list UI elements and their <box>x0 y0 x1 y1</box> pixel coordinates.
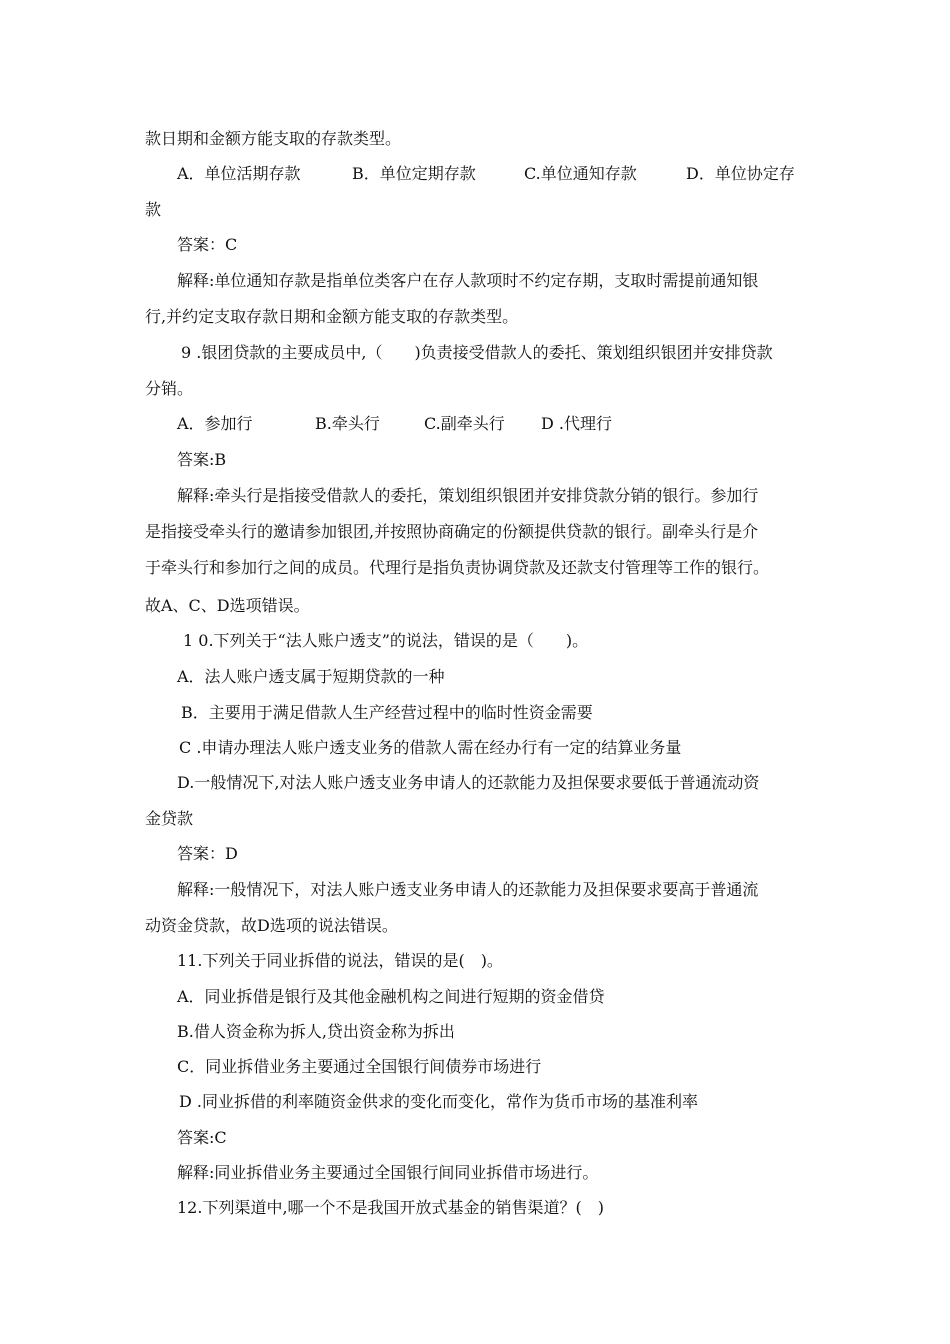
q8-explain-line: 解释:单位通知存款是指单位类客户在存人款项时不约定存期，支取时需提前通知银 <box>177 271 759 290</box>
q8-option-c: C.单位通知存款 <box>524 164 637 183</box>
q10-option-c: C .申请办理法人账户透支业务的借款人需在经办行有一定的结算业务量 <box>179 738 682 757</box>
q11-question: 11.下列关于同业拆借的说法，错误的是( )。 <box>177 951 503 970</box>
q9-explain-line: 解释:牵头行是指接受借款人的委托，策划组织银团并安排贷款分销的银行。参加行 <box>177 486 759 505</box>
q8-answer: 答案：C <box>177 235 238 254</box>
q9-answer: 答案:B <box>177 450 227 469</box>
q8-option-a: A．单位活期存款 <box>177 164 301 183</box>
q10-question: 1 0.下列关于“法人账户透支”的说法，错误的是（ )。 <box>183 631 589 650</box>
q8-continuation: 款日期和金额方能支取的存款类型。 <box>145 129 402 148</box>
q9-option-b: B.牵头行 <box>315 414 380 433</box>
q11-option-b: B.借人资金称为拆人,贷出资金称为拆出 <box>177 1022 455 1041</box>
q9-option-c: C.副牵头行 <box>424 414 505 433</box>
q8-option-b: B．单位定期存款 <box>352 164 476 183</box>
q9-question-line: 9 .银团贷款的主要成员中,（ )负责接受借款人的委托、策划组织银团并安排贷款 <box>181 343 773 362</box>
q10-option-d-wrap: 金贷款 <box>145 809 194 828</box>
q11-answer: 答案:C <box>177 1128 227 1147</box>
q11-option-c: C．同业拆借业务主要通过全国银行间债券市场进行 <box>177 1057 542 1076</box>
q9-explain-line: 故A、C、D选项错误。 <box>145 596 310 615</box>
q9-explain-line: 是指接受牵头行的邀请参加银团,并按照协商确定的份额提供贷款的银行。副牵头行是介 <box>145 522 759 541</box>
q10-explain-line: 动资金贷款，故D选项的说法错误。 <box>145 916 398 935</box>
q8-explain-line: 行,并约定支取存款日期和金额方能支取的存款类型。 <box>145 307 519 326</box>
q8-option-d-wrap: 款 <box>145 200 162 219</box>
q10-answer: 答案：D <box>177 844 238 863</box>
q10-option-a: A．法人账户透支属于短期贷款的一种 <box>177 667 445 686</box>
q9-explain-line: 于牵头行和参加行之间的成员。代理行是指负责协调贷款及还款支付管理等工作的银行。 <box>145 558 770 577</box>
q8-option-d: D．单位协定存 <box>686 164 795 183</box>
q10-explain-line: 解释:一般情况下，对法人账户透支业务申请人的还款能力及担保要求要高于普通流 <box>177 880 759 899</box>
q9-option-a: A．参加行 <box>177 414 253 433</box>
q9-question-line: 分销。 <box>145 379 194 398</box>
q9-option-d: D .代理行 <box>541 414 613 433</box>
q11-explain: 解释:同业拆借业务主要通过全国银行间同业拆借市场进行。 <box>177 1163 599 1182</box>
q11-option-a: A．同业拆借是银行及其他金融机构之间进行短期的资金借贷 <box>177 987 605 1006</box>
q12-question: 12.下列渠道中,哪一个不是我国开放式基金的销售渠道？( ) <box>177 1198 605 1217</box>
q10-option-b: B．主要用于满足借款人生产经营过程中的临时性资金需要 <box>181 703 593 722</box>
q11-option-d: D .同业拆借的利率随资金供求的变化而变化，常作为货币市场的基准利率 <box>179 1092 699 1111</box>
q10-option-d: D.一般情况下,对法人账户透支业务申请人的还款能力及担保要求要低于普通流动资 <box>177 773 760 792</box>
